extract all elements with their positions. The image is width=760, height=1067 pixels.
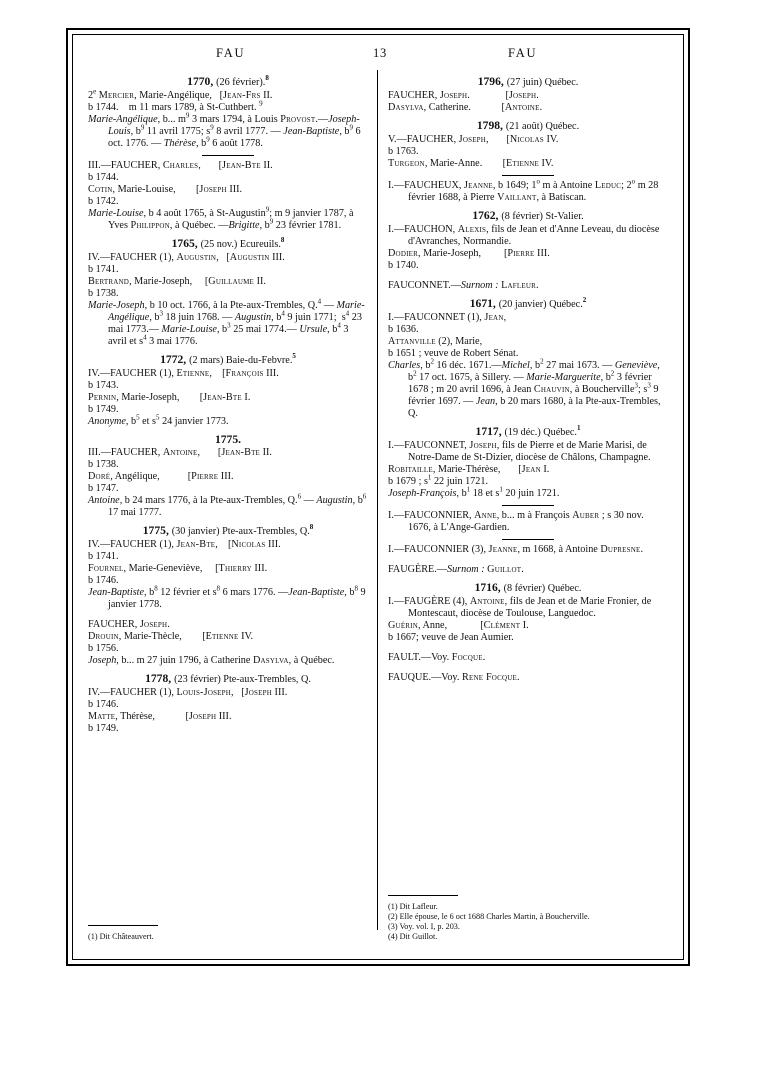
entry-heading: 1770, (26 février).$^8$ [187,74,269,88]
entry-line: III.—FAUCHER, Antoine, [Jean-Bte II. [88,447,272,458]
entry-line: Turgeon, Marie-Anne. [Etienne IV. [388,158,554,169]
entry-heading: 1775. [214,433,242,446]
section-rule [502,175,554,176]
footnote: (4) Dit Guillot. [388,932,438,941]
entry-line: Joseph-François, $b^1$ 18 et $s^1$ 20 juin 1721. [388,485,560,499]
entry-line: IV.—FAUCHER (1), Etienne, [François III. [88,368,279,379]
entry-line: IV.—FAUCHER (1), Jean-Bte, [Nicolas III. [88,539,281,550]
entry-line: b 1742. [88,196,119,207]
entry-heading: 1716, (8 février) Québec. [474,581,582,594]
entry-heading: 1778, (23 février) Pte-aux-Trembles, Q. [145,672,311,685]
entry-line: I.—FAUCHON, Alexis, fils de Jean et d'Anne Leveau, du diocèse d'Avranches, Normandie. [388,224,660,247]
entry-line: FAUCHER, Joseph. [88,619,170,630]
entry-line: b 1746. [88,699,119,710]
entry-line: b 1667; veuve de Jean Aumier. [388,632,514,643]
entry-line: Matte, Thérèse, [Joseph III. [88,711,232,722]
entry-line: Attanville (2), Marie, [388,336,483,347]
entry-line: I.—FAUCONNIER, Anne, b... m à François Auber ; s 30 nov. 1676, à L'Ange-Gardien. [388,510,644,533]
spacer [88,611,368,619]
entry-line: I.—FAUCONNET, Joseph, fils de Pierre et de Marie Marisi, de Notre-Dame de St-Dizier, diocèse de Châlons, Champagne. [388,440,651,463]
entry-line: b 1741. [88,264,119,275]
entry-line: b 1741. [88,551,119,562]
entry-line: b 1743. [88,380,119,391]
spacer [388,644,668,652]
entry-line: b 1747. [88,483,119,494]
entry-line: Cotin, Marie-Louise, [Joseph III. [88,184,243,195]
entry-line: b 1756. [88,643,119,654]
entry-line: Fournel, Marie-Geneviève, [Thierry III. [88,563,268,574]
entry-heading: 1796, (27 juin) Québec. [477,75,579,88]
entry-line: V.—FAUCHER, Joseph, [Nicolas IV. [388,134,559,145]
entry-line: Pernin, Marie-Joseph, [Jean-Bte I. [88,392,251,403]
entry-line: I.—FAUGÈRE (4), Antoine, fils de Jean et de Marie Fronier, de Montescaut, diocèse de Toulouse, Languedoc. [388,596,652,619]
entry-line: Antoine, b 24 mars 1776, à la Pte-aux-Trembles, Q.$^6$ — Augustin, $b^6$ 17 mai 1777. [88,492,367,518]
footnote: (2) Elle épouse, le 6 oct 1688 Charles Martin, à Boucherville. [388,912,590,921]
entry-heading: 1798, (21 août) Québec. [476,119,580,132]
footnote-rule [88,925,158,926]
entry-line: Anonyme, $b^5$ et $s^5$ 24 janvier 1773. [88,413,229,427]
entry-line: I.—FAUCONNIER (3), Jeanne, m 1668, à Antoine Dupresne. [388,544,644,555]
running-head-left: FAU [216,46,246,60]
entry-line: FAUCONNET.—Surnom : Lafleur. [388,280,539,291]
entry-line: Joseph, b... m 27 juin 1796, à Catherine Dasylva, à Québec. [88,655,335,666]
entry-line: Doré, Angélique, [Pierre III. [88,471,234,482]
entry-line: Robitaille, Marie-Thérèse, [Jean I. [388,464,550,475]
running-head-right: FAU [508,46,538,60]
entry-line: b 1740. [388,260,419,271]
entry-line: b 1744. [88,172,119,183]
spacer [388,664,668,672]
spacer [388,272,668,280]
entry-line: Jean-Baptiste, $b^8$ 12 février et $s^8$ 6 mars 1776. —Jean-Baptiste, $b^8$ 9 janvier 1778. [88,584,366,610]
entry-line: Guérin, Anne, [Clément I. [388,620,529,631]
entry-line: Dodier, Marie-Joseph, [Pierre III. [388,248,550,259]
right-footnotes [388,891,658,942]
entry-line: Marie-Joseph, b 10 oct. 1766, à la Pte-aux-Trembles, Q.$^4$ — Marie-Angélique, $b^3$ 18 juin 1768. — Augustin, $b^4$ 9 juin 1771; $s^4$ 23 mai 1773.— Marie-Louise, $b^3$ 25 mai 1774.— Ursule, $b^4$ 3 avril et $s^4$ 3 mai 1776. [88,297,365,347]
entry-line: b 1744. m 11 mars 1789, à St-Cuthbert. $^9$ [88,99,263,113]
running-head [88,44,668,70]
entry-line: FAUCHER, Joseph. [Joseph. [388,90,539,101]
footnote-rule [388,895,458,896]
entry-line: b 1738. [88,288,119,299]
two-column-body [88,70,668,948]
entry-line: b 1679 ; $s^1$ 22 juin 1721. [388,473,489,487]
entry-line: Marie-Angélique, b... $m^9$ 3 mars 1794, à Louis Provost.—Joseph-Louis, $b^9$ 11 avril 1775; $s^9$ 8 avril 1777. — Jean-Baptiste, $b^9$ 6 oct. 1776. — Thérèse, $b^9$ 6 août 1778. [88,111,361,149]
page-content [78,38,678,956]
spacer [388,556,668,564]
entry-heading: 1671, (20 janvier) Québec.$^2$ [469,296,587,310]
right-column-entries [388,76,668,684]
entry-line: I.—FAUCONNET (1), Jean, [388,312,507,323]
left-column-entries [88,76,368,735]
entry-line: IV.—FAUCHER (1), Augustin, [Augustin III. [88,252,285,263]
entry-heading: 1772, (2 mars) Baie-du-Febvre.$^5$ [160,352,296,366]
footnote: (1) Dit Lafleur. [388,902,438,911]
entry-line: Dasylva, Catherine. [Antoine. [388,102,543,113]
entry-line: Bertrand, Marie-Joseph, [Guillaume II. [88,276,266,287]
entry-line: b 1749. [88,723,119,734]
entry-line: Drouin, Marie-Thècle, [Etienne IV. [88,631,254,642]
entry-line: b 1636. [388,324,419,335]
section-rule [502,539,554,540]
left-footnotes [88,921,358,942]
entry-line: b 1763. [388,146,419,157]
section-rule [502,505,554,506]
entry-line: FAULT.—Voy. Focque. [388,652,486,663]
right-column [375,70,668,948]
entry-line: b 1651 ; veuve de Robert Sénat. [388,348,519,359]
entry-line: FAUGÈRE.—Surnom : Guillot. [388,564,524,575]
entry-line: b 1746. [88,575,119,586]
page-number: 13 [373,46,387,60]
entry-line: I.—FAUCHEUX, Jeanne, b 1649; 1$^o$ m à Antoine Leduc; 2$^o$ m 28 février 1688, à Pierre Vaillant, à Batiscan. [388,177,659,203]
entry-heading: 1762, (8 février) St-Valier. [472,209,584,222]
entry-line: IV.—FAUCHER (1), Louis-Joseph, [Joseph III. [88,687,288,698]
entry-line: Marie-Louise, b 4 août 1765, à St-Augustin$^9$; m 9 janvier 1787, à Yves Philippon, à Québec. —Brigitte, $b^9$ 23 février 1781. [88,205,354,231]
left-column [88,70,375,948]
entry-line: 2e Mercier, Marie-Angélique, [Jean-Frs II. [88,87,273,101]
footnote: (1) Dit Châteauvert. [88,932,154,941]
entry-heading: 1775, (30 janvier) Pte-aux-Trembles, Q.$^8$ [142,523,314,537]
entry-line: FAUQUE.—Voy. Rene Focque. [388,672,520,683]
entry-line: b 1749. [88,404,119,415]
entry-line: Charles, $b^2$ 16 déc. 1671.—Michel, $b^2$ 27 mai 1673. — Geneviève, $b^2$ 17 oct. 1675, à Sillery. — Marie-Marguerite, $b^2$ 3 février 1678 ; m 20 avril 1696, à Jean Chauvin, à Boucherville$^3$; $s^3$ 9 février 1697. — Jean, b 20 mars 1680, à la Pte-aux-Trembles, Q. [388,357,661,419]
entry-line: III.—FAUCHER, Charles, [Jean-Bte II. [88,160,273,171]
footnote: (3) Voy. vol. I, p. 203. [388,922,460,931]
entry-heading: 1765, (25 nov.) Ecureuils.$^8$ [171,236,285,250]
entry-heading: 1717, (19 déc.) Québec.$^1$ [475,424,581,438]
entry-line: b 1738. [88,459,119,470]
section-rule [202,155,254,156]
